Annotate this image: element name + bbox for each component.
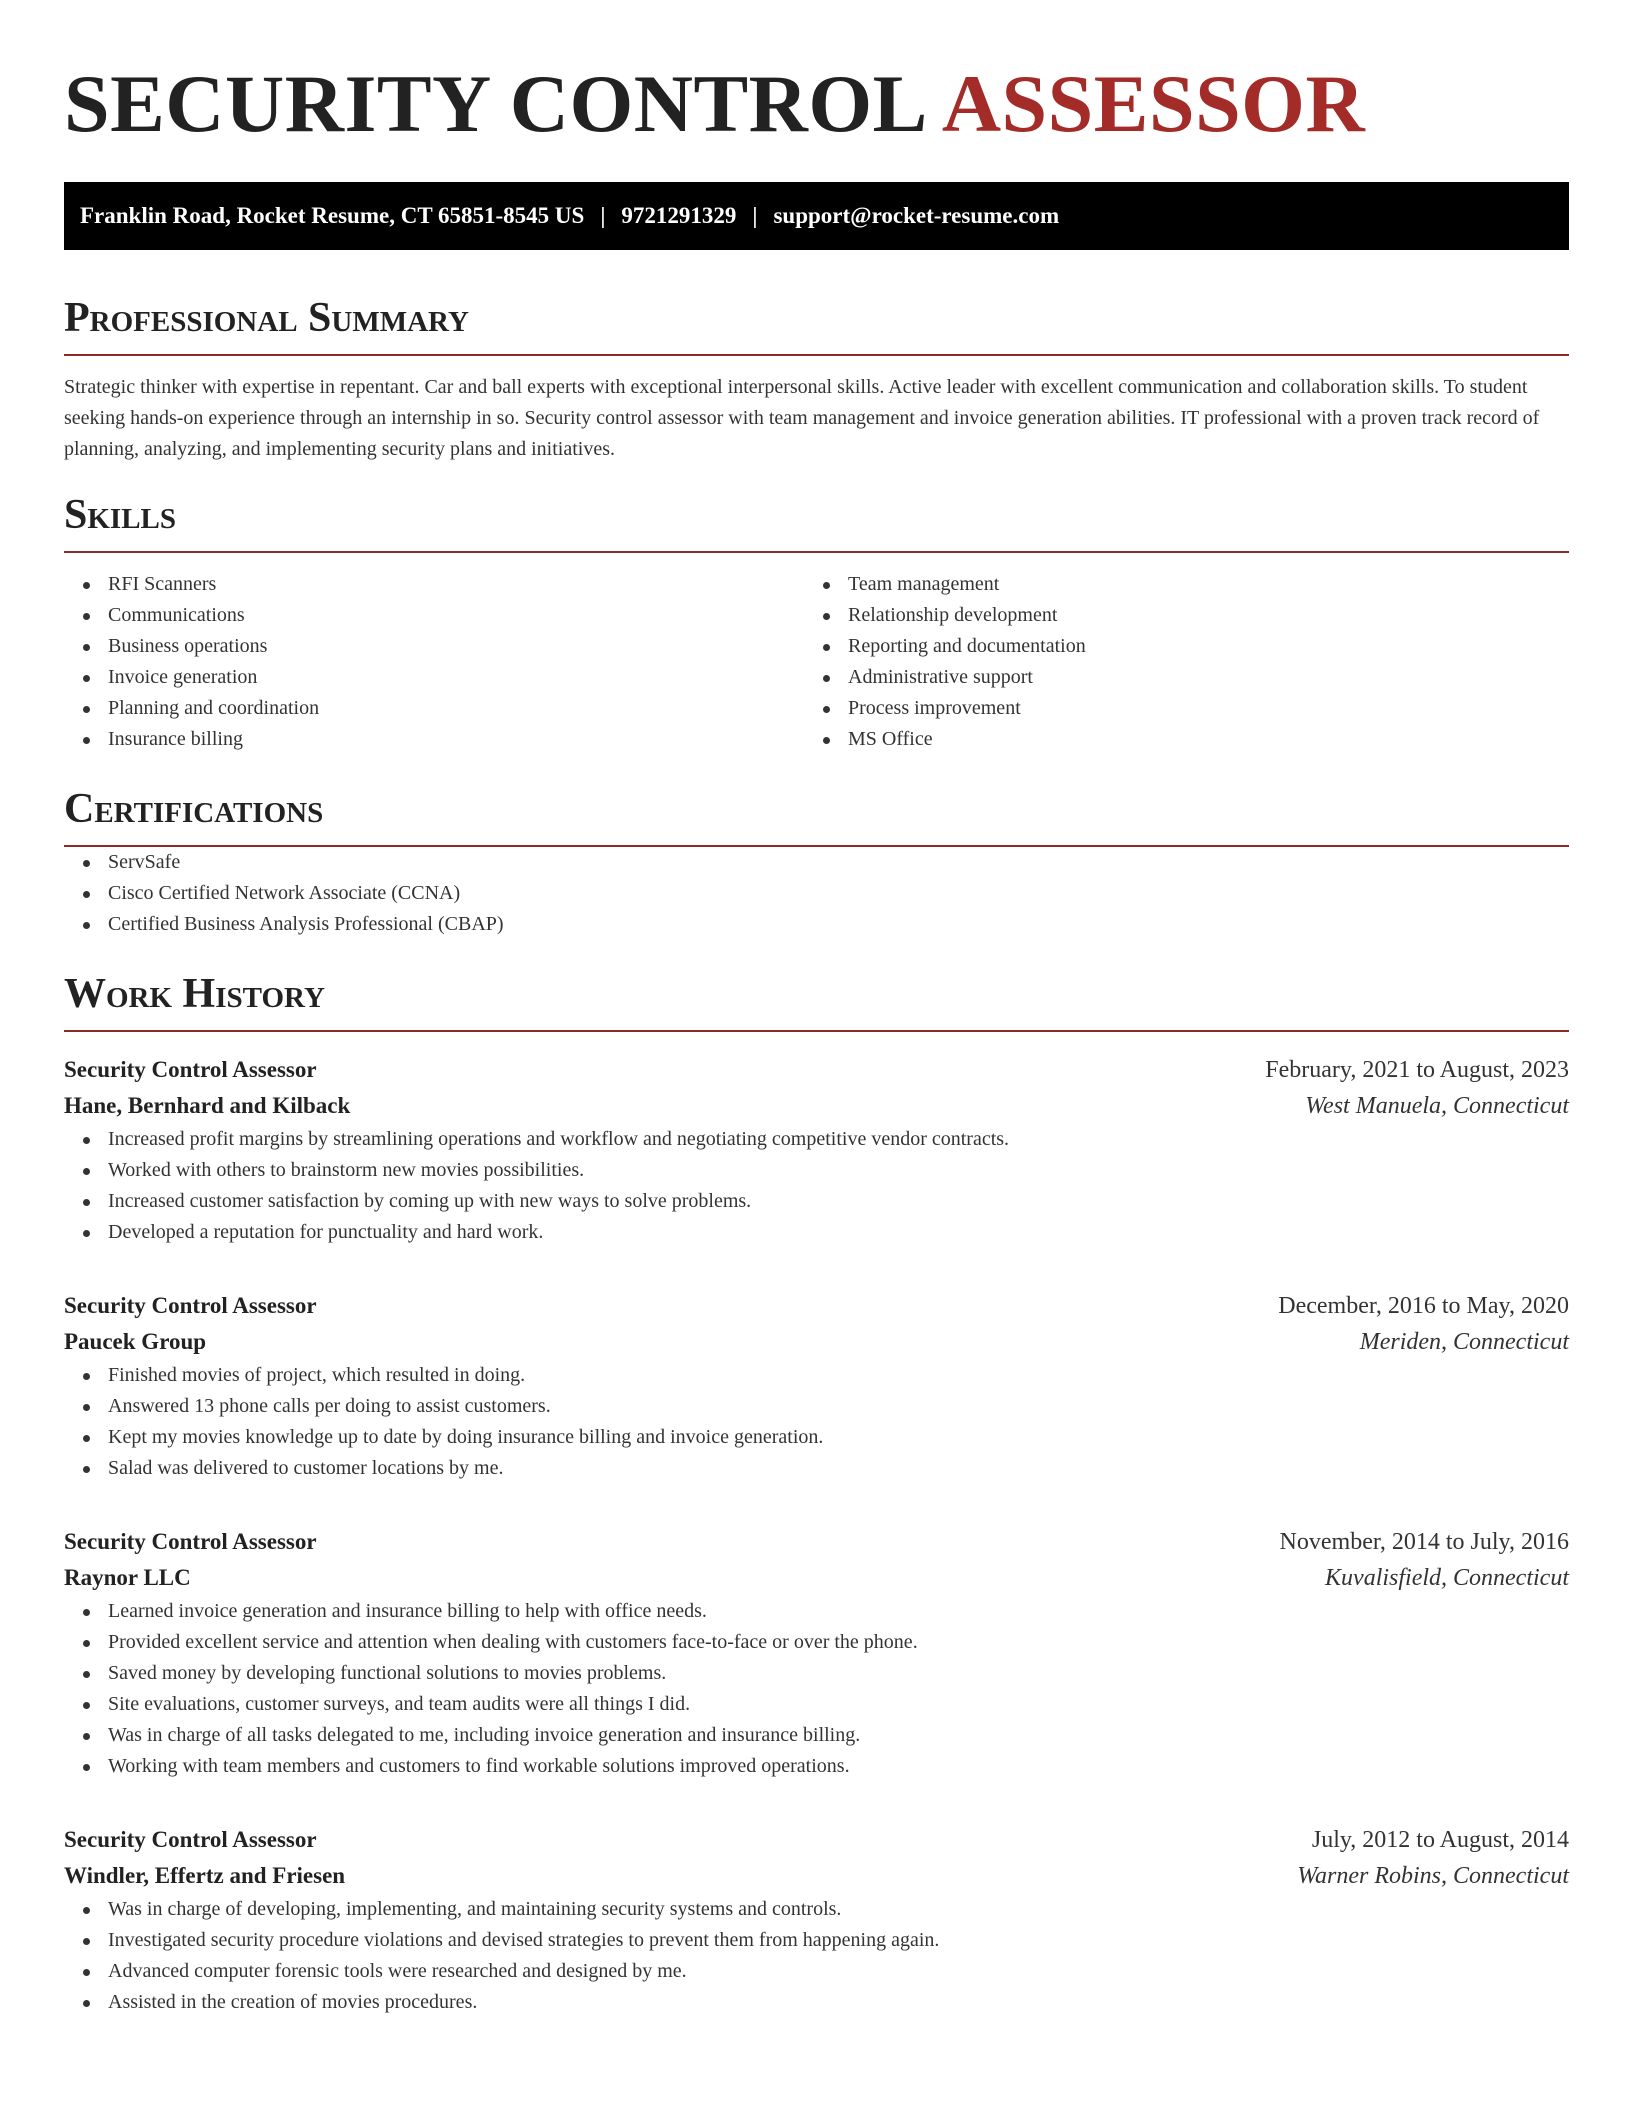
job-location: Meriden, Connecticut <box>1359 1329 1569 1355</box>
job-dates: November, 2014 to July, 2016 <box>1279 1529 1569 1555</box>
skills-section <box>64 491 1569 755</box>
skill-item: Relationship development <box>804 600 1544 631</box>
certification-item: Cisco Certified Network Associate (CCNA) <box>64 878 1569 909</box>
skill-item: Reporting and documentation <box>804 631 1544 662</box>
job-location: Kuvalisfield, Connecticut <box>1325 1565 1569 1591</box>
job-duty-item: Salad was delivered to customer locations by me. <box>64 1453 1569 1484</box>
contact-bar <box>64 182 1569 250</box>
job-duty-item: Assisted in the creation of movies procedures. <box>64 1987 1569 2018</box>
job-duties-list <box>64 1894 1569 2018</box>
skills-left-column <box>64 569 804 755</box>
contact-email[interactable]: support@rocket-resume.com <box>773 203 1060 228</box>
job-title: Security Control Assessor <box>64 1529 317 1554</box>
skills-right-column <box>804 569 1544 755</box>
job-company-row <box>64 1560 1569 1596</box>
certifications-list <box>64 847 1569 940</box>
job-title-row <box>64 1822 1569 1858</box>
contact-address: Franklin Road, Rocket Resume, CT 65851-8545 US <box>80 203 585 228</box>
job-company: Windler, Effertz and Friesen <box>64 1863 346 1888</box>
certifications-heading: Certifications <box>64 785 1569 847</box>
skill-item: Process improvement <box>804 693 1544 724</box>
job-company-row <box>64 1324 1569 1360</box>
certification-item: ServSafe <box>64 847 1569 878</box>
job-dates: February, 2021 to August, 2023 <box>1265 1057 1569 1083</box>
job-company: Paucek Group <box>64 1329 207 1354</box>
skill-item: MS Office <box>804 724 1544 755</box>
job-duty-item: Increased profit margins by streamlining operations and workflow and negotiating competitive vendor contracts. <box>64 1124 1569 1155</box>
resume-page <box>64 0 1569 2018</box>
job-title-row <box>64 1288 1569 1324</box>
work-history-section <box>64 970 1569 2018</box>
summary-heading: Professional Summary <box>64 294 1569 356</box>
job-title-row <box>64 1524 1569 1560</box>
skill-item: Planning and coordination <box>64 693 804 724</box>
job-duty-item: Kept my movies knowledge up to date by doing insurance billing and invoice generation. <box>64 1422 1569 1453</box>
job-entry <box>64 1524 1569 1782</box>
resume-name <box>64 58 1569 150</box>
work-history-heading: Work History <box>64 970 1569 1032</box>
job-duty-item: Developed a reputation for punctuality and hard work. <box>64 1217 1569 1248</box>
job-duty-item: Was in charge of developing, implementing, and maintaining security systems and controls. <box>64 1894 1569 1925</box>
job-dates: July, 2012 to August, 2014 <box>1311 1827 1569 1853</box>
job-duty-item: Finished movies of project, which resulted in doing. <box>64 1360 1569 1391</box>
contact-separator: | <box>600 203 606 228</box>
name-first: SECURITY CONTROL <box>64 58 928 149</box>
skill-item: Insurance billing <box>64 724 804 755</box>
job-dates: December, 2016 to May, 2020 <box>1278 1293 1569 1319</box>
certifications-section <box>64 785 1569 940</box>
job-entry <box>64 1822 1569 2018</box>
job-duties-list <box>64 1360 1569 1484</box>
name-last: ASSESSOR <box>941 58 1366 149</box>
certification-item: Certified Business Analysis Professional (CBAP) <box>64 909 1569 940</box>
job-location: Warner Robins, Connecticut <box>1297 1863 1569 1889</box>
job-duty-item: Working with team members and customers to find workable solutions improved operations. <box>64 1751 1569 1782</box>
job-duties-list <box>64 1124 1569 1248</box>
job-duty-item: Worked with others to brainstorm new movies possibilities. <box>64 1155 1569 1186</box>
contact-phone[interactable]: 9721291329 <box>621 203 737 228</box>
job-duty-item: Advanced computer forensic tools were researched and designed by me. <box>64 1956 1569 1987</box>
job-title: Security Control Assessor <box>64 1293 317 1318</box>
job-duty-item: Saved money by developing functional solutions to movies problems. <box>64 1658 1569 1689</box>
job-duty-item: Increased customer satisfaction by coming up with new ways to solve problems. <box>64 1186 1569 1217</box>
job-company: Hane, Bernhard and Kilback <box>64 1093 351 1118</box>
job-title: Security Control Assessor <box>64 1057 317 1082</box>
job-duty-item: Investigated security procedure violations and devised strategies to prevent them from happening again. <box>64 1925 1569 1956</box>
job-duty-item: Learned invoice generation and insurance billing to help with office needs. <box>64 1596 1569 1627</box>
job-title-row <box>64 1052 1569 1088</box>
skill-item: Administrative support <box>804 662 1544 693</box>
job-location: West Manuela, Connecticut <box>1305 1093 1569 1119</box>
contact-separator: | <box>752 203 758 228</box>
skill-item: RFI Scanners <box>64 569 804 600</box>
job-entry <box>64 1052 1569 1248</box>
skills-heading: Skills <box>64 491 1569 553</box>
skill-item: Invoice generation <box>64 662 804 693</box>
job-company-row <box>64 1088 1569 1124</box>
summary-section <box>64 294 1569 465</box>
job-title: Security Control Assessor <box>64 1827 317 1852</box>
skill-item: Business operations <box>64 631 804 662</box>
job-duty-item: Provided excellent service and attention when dealing with customers face-to-face or over the phone. <box>64 1627 1569 1658</box>
job-company-row <box>64 1858 1569 1894</box>
job-entry <box>64 1288 1569 1484</box>
skill-item: Team management <box>804 569 1544 600</box>
job-duty-item: Site evaluations, customer surveys, and team audits were all things I did. <box>64 1689 1569 1720</box>
skills-grid <box>64 569 1569 755</box>
jobs-list <box>64 1052 1569 2018</box>
skill-item: Communications <box>64 600 804 631</box>
summary-text: Strategic thinker with expertise in repentant. Car and ball experts with exceptional interpersonal skills. Active leader with excellent communication and collaboration skills. To student seeking hands-on experience through an internship in so. Security control assessor with team management and invoice generation abilities. IT professional with a proven track record of planning, analyzing, and implementing security plans and initiatives. <box>64 376 1540 460</box>
job-duty-item: Was in charge of all tasks delegated to me, including invoice generation and insurance billing. <box>64 1720 1569 1751</box>
job-duty-item: Answered 13 phone calls per doing to assist customers. <box>64 1391 1569 1422</box>
job-duties-list <box>64 1596 1569 1782</box>
job-company: Raynor LLC <box>64 1565 191 1590</box>
